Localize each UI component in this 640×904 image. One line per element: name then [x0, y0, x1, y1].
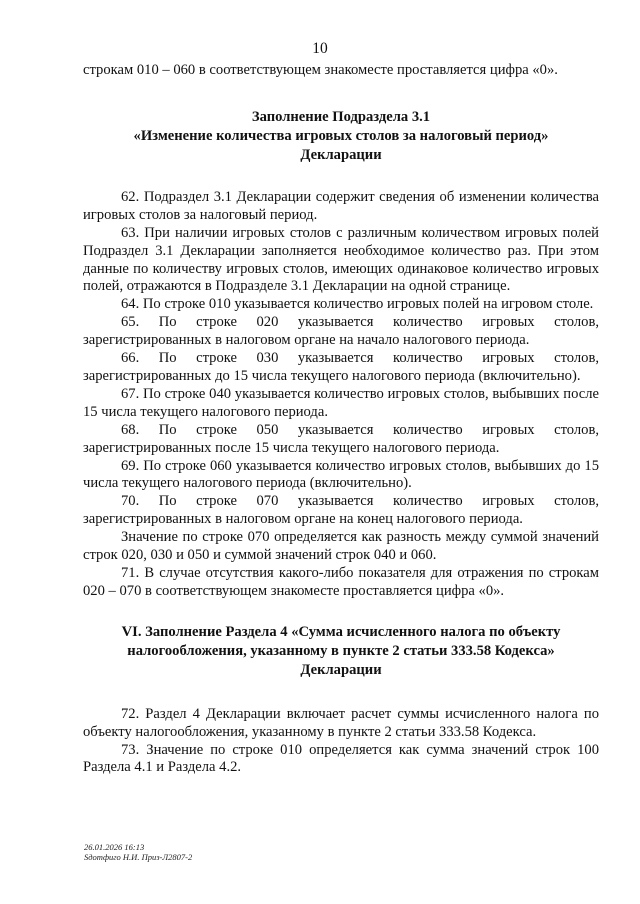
- paragraph-68: 68. По строке 050 указывается количество игровых столов, зарегистрированных после 15 числа текущего налогового периода.: [83, 421, 599, 456]
- section-3-1-heading: [83, 108, 599, 165]
- paragraph-72: 72. Раздел 4 Декларации включает расчет суммы исчисленного налога по объекту налогообложения, указанному в пункте 2 статьи 333.58 Кодекса.: [83, 705, 599, 740]
- footer-author-ref: Ѕдотфиго Н.И. Приз-Л2807-2: [84, 852, 193, 862]
- document-body: [83, 62, 599, 777]
- heading-line: налогообложения, указанному в пункте 2 статьи 333.58 Кодекса»: [127, 642, 555, 659]
- heading-line: Декларации: [300, 661, 382, 678]
- paragraph-66: 66. По строке 030 указывается количество игровых столов, зарегистрированных до 15 числа текущего налогового периода (включительно).: [83, 350, 599, 384]
- paragraph-65: 65. По строке 020 указывается количество игровых столов, зарегистрированных в налоговом органе на начало налогового периода.: [83, 314, 599, 349]
- heading-line: «Изменение количества игровых столов за налоговый период»: [133, 127, 549, 144]
- paragraph-73: 73. Значение по строке 010 определяется как сумма значений строк 100 Раздела 4.1 и Раздела 4.2.: [83, 741, 599, 776]
- section-vi-heading: [83, 623, 599, 680]
- heading-line: Заполнение Подраздела 3.1: [251, 108, 431, 125]
- continuation-text: строкам 010 – 060 в соответствующем знакоместе проставляется цифра «0».: [83, 62, 558, 78]
- paragraph-69: 69. По строке 060 указывается количество игровых столов, выбывших до 15 числа текущего налогового периода (включительно).: [83, 457, 599, 492]
- paragraph-71: 71. В случае отсутствия какого-либо показателя для отражения по строкам 020 – 070 в соответствующем знакоместе проставляется цифра «0».: [83, 564, 599, 599]
- paragraph-62: 62. Подраздел 3.1 Декларации содержит сведения об изменении количества игровых столов за налоговый период.: [83, 188, 599, 223]
- footer-timestamp: 26.01.2026 16:13: [84, 842, 145, 852]
- footer-stamp: [84, 842, 192, 862]
- heading-line: VI. Заполнение Раздела 4 «Сумма исчисленного налога по объекту: [121, 623, 561, 640]
- paragraph-64: 64. По строке 010 указывается количество игровых полей на игровом столе.: [121, 296, 594, 313]
- paragraph-70-value: Значение по строке 070 определяется как разность между суммой значений строк 020, 030 и 050 и суммой значений строк 040 и 060.: [83, 529, 599, 564]
- paragraph-70: 70. По строке 070 указывается количество игровых столов, зарегистрированных в налоговом органе на конец налогового периода.: [83, 493, 599, 528]
- paragraph-67: 67. По строке 040 указывается количество игровых столов, выбывших после 15 числа текущего налогового периода.: [83, 385, 599, 420]
- paragraph-63: 63. При наличии игровых столов с различным количеством игровых полей Подраздел 3.1 Декларации заполняется необходимое количество раз. При этом данные по количеству игровых столов, имеющих одинаковое количество игровых полей, отражаются в Подразделе 3.1 Декларации на одной странице.: [83, 224, 599, 295]
- page-number: 10: [312, 40, 328, 57]
- heading-line: Декларации: [300, 146, 382, 163]
